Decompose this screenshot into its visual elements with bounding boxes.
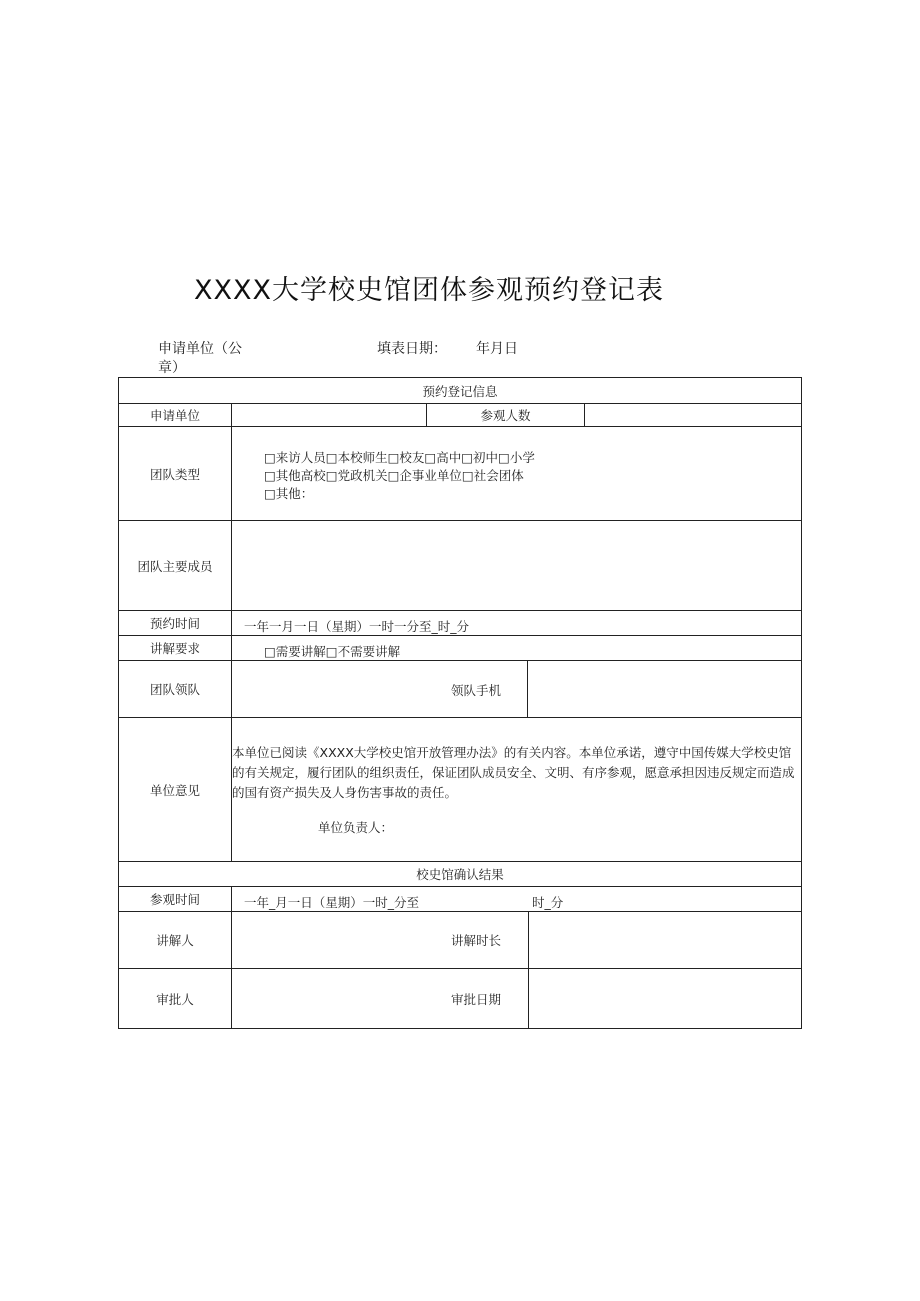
leader-phone-field[interactable]	[528, 661, 801, 717]
booking-time-label: 预约时间	[149, 616, 200, 631]
visitor-count-field[interactable]	[585, 404, 801, 426]
main-members-field[interactable]	[232, 521, 801, 610]
table-border-right	[801, 377, 802, 1029]
approver-label: 审批人	[156, 991, 194, 1007]
visit-time-value[interactable]: 一年_月一日（星期）一时_分至	[244, 895, 420, 910]
visit-time-end[interactable]: 时_分	[532, 895, 564, 910]
visit-time-label: 参观时间	[149, 892, 200, 907]
main-members-label: 团队主要成员	[137, 558, 213, 574]
team-type-label: 团队类型	[149, 466, 200, 482]
approval-date-label: 审批日期	[451, 992, 502, 1007]
opinion-statement: 本单位已阅读《XXXX大学校史馆开放管理办法》的有关内容。本单位承诺，遵守中国传媒大学校史馆的有关规定，履行团队的组织责任，保证团队成员安全、文明、有序参观，愿意承担因违反规定而造成的国有资产损失及人身伤害事故的责任。	[232, 745, 795, 800]
approval-date-field[interactable]	[529, 969, 801, 1028]
team-leader-label: 团队领队	[149, 682, 200, 697]
team-type-options-line2[interactable]: □其他高校□党政机关□企事业单位□社会团体	[264, 468, 524, 483]
applicant-unit-label: 申请单位	[149, 408, 200, 423]
leader-phone-label: 领队手机	[451, 683, 502, 698]
section-heading-confirmation: 校史馆确认结果	[416, 867, 504, 882]
applicant-label-line2: 章）	[158, 360, 186, 376]
label-column-divider	[231, 886, 232, 1028]
guide-request-options[interactable]: □需要讲解□不需要讲解	[264, 644, 401, 659]
team-type-options-line1[interactable]: □来访人员□本校师生□校友□高中□初中□小学	[264, 450, 535, 465]
booking-time-value[interactable]: 一年一月一日（星期）一时一分至_时_分	[244, 619, 470, 634]
table-border-bottom	[118, 1028, 802, 1029]
guide-duration-field[interactable]	[529, 912, 801, 968]
guide-label: 讲解人	[156, 933, 194, 948]
team-type-options-line3[interactable]: □其他：	[264, 486, 314, 501]
section-heading-booking-info: 预约登记信息	[422, 383, 498, 399]
page-title: XXXX大学校史馆团体参观预约登记表	[194, 275, 664, 306]
guide-duration-label: 讲解时长	[451, 933, 502, 948]
visitor-count-label: 参观人数	[480, 408, 531, 423]
fill-date-label: 填表日期：	[377, 341, 447, 357]
applicant-label-line1: 申请单位（公	[158, 341, 242, 357]
applicant-unit-field[interactable]	[232, 404, 426, 426]
unit-head-label: 单位负责人：	[318, 820, 394, 835]
fill-date-value: 年月日	[476, 341, 518, 357]
unit-opinion-label: 单位意见	[149, 782, 200, 798]
guide-request-label: 讲解要求	[149, 641, 200, 656]
